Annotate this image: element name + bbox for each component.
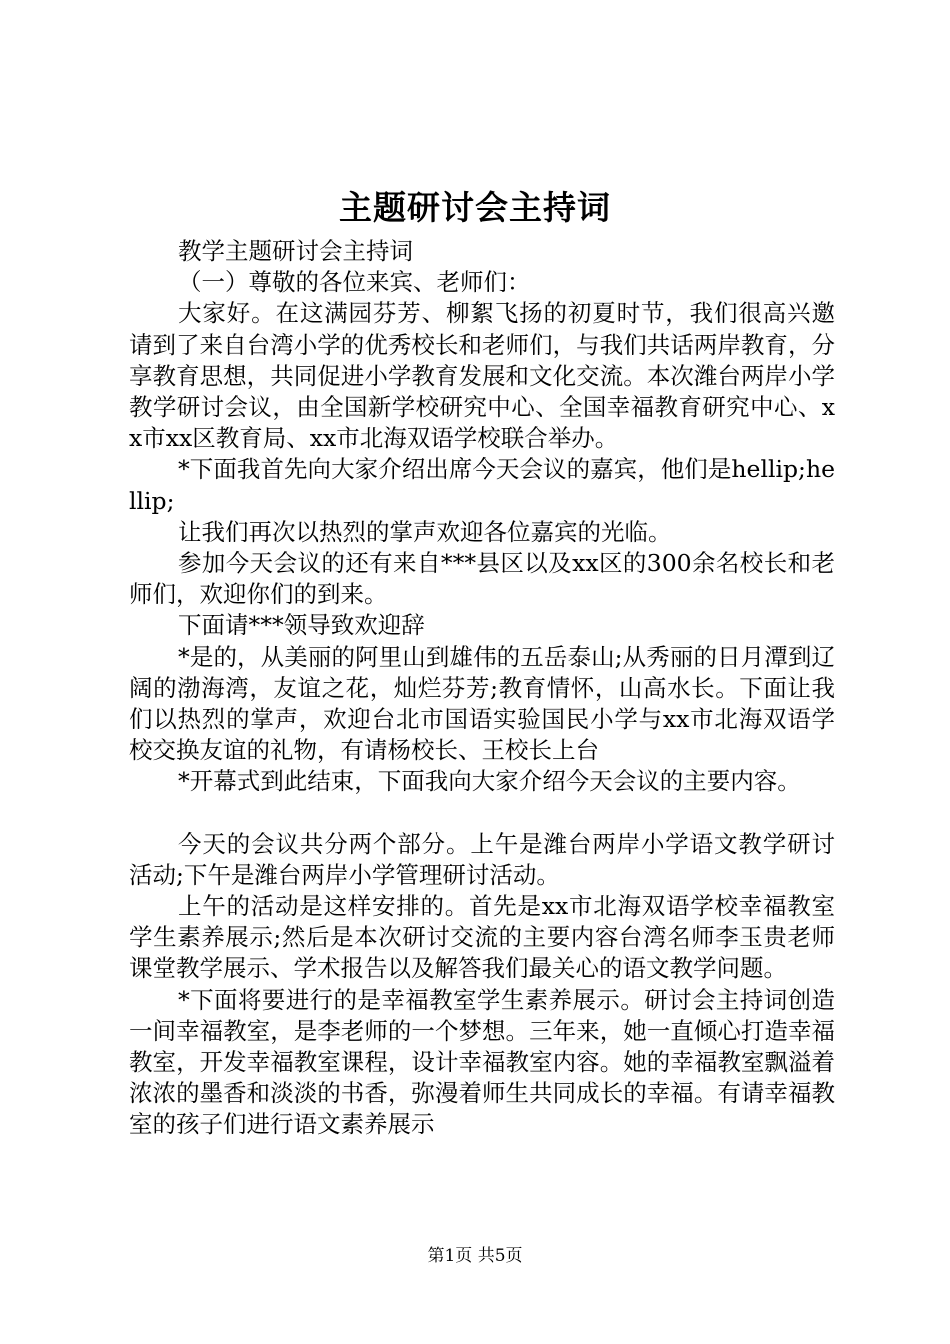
paragraph: （一）尊敬的各位来宾、老师们： (178, 268, 531, 297)
paragraph: 教学主题研讨会主持词 (178, 237, 413, 265)
paragraph: 参加今天会议的还有来自***县区以及xx区的300余名校长和老师们，欢迎你们的到来。 (129, 549, 835, 609)
paragraph: 今天的会议共分两个部分。上午是潍台两岸小学语文教学研讨活动;下午是潍台两岸小学管理研讨活动。 (129, 829, 835, 889)
paragraph: 大家好。在这满园芬芳、柳絮飞扬的初夏时节，我们很高兴邀请到了来自台湾小学的优秀校长和老师们，与我们共话两岸教育，分享教育思想，共同促进小学教育发展和文化交流。本次潍台两岸小学教学研讨会议，由全国新学校研究中心、全国幸福教育研究中心、xx市xx区教育局、xx市北海双语学校联合举办。 (129, 299, 835, 453)
paragraph: 让我们再次以热烈的掌声欢迎各位嘉宾的光临。 (178, 517, 672, 546)
paragraph: 下面请***领导致欢迎辞 (178, 611, 425, 640)
paragraph: *是的，从美丽的阿里山到雄伟的五岳泰山;从秀丽的日月潭到辽阔的渤海湾，友谊之花，灿烂芬芳;教育情怀，山高水长。下面让我们以热烈的掌声，欢迎台北市国语实验国民小学与xx市北海双语学校交换友谊的礼物，有请杨校长、王校长上台 (129, 642, 835, 765)
page-footer: 第1页 共5页 (427, 1246, 523, 1266)
paragraph: *下面我首先向大家介绍出席今天会议的嘉宾，他们是hellip;hellip; (129, 455, 835, 515)
document-body (129, 236, 835, 1141)
paragraph: *下面将要进行的是幸福教室学生素养展示。研讨会主持词创造一间幸福教室，是李老师的一个梦想。三年来，她一直倾心打造幸福教室，开发幸福教室课程，设计幸福教室内容。她的幸福教室飘溢着浓浓的墨香和淡淡的书香，弥漫着师生共同成长的幸福。有请幸福教室的孩子们进行语文素养展示 (129, 985, 835, 1139)
paragraph: 上午的活动是这样安排的。首先是xx市北海双语学校幸福教室学生素养展示;然后是本次研讨交流的主要内容台湾名师李玉贵老师课堂教学展示、学术报告以及解答我们最关心的语文教学问题。 (129, 892, 835, 983)
document-title: 主题研讨会主持词 (339, 188, 611, 227)
paragraph: *开幕式到此结束，下面我向大家介绍今天会议的主要内容。 (178, 767, 801, 796)
